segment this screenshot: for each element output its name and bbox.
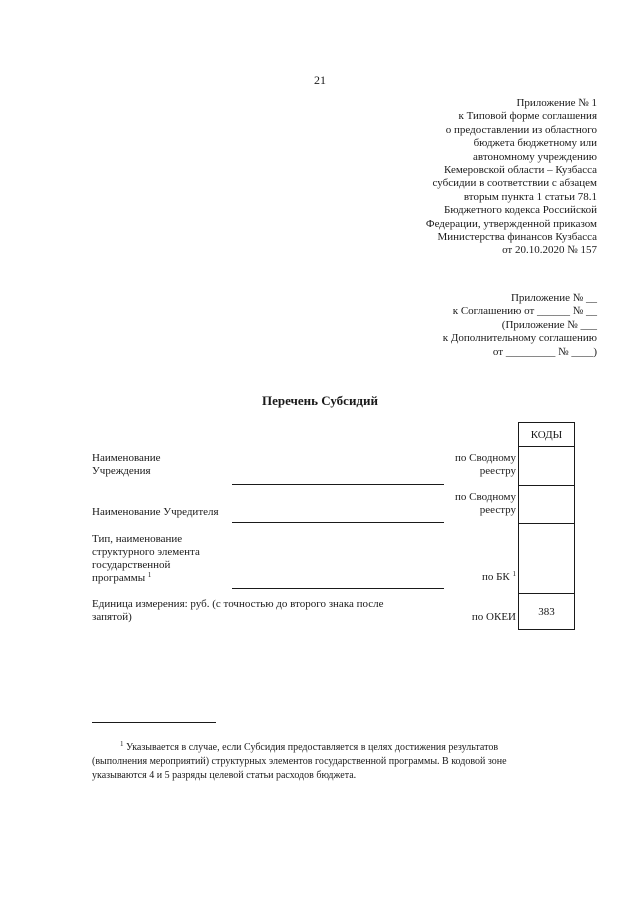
appendix-line: вторым пункта 1 статьи 78.1 (463, 190, 597, 203)
footnote: $^1$ Указывается в случае, если Субсидия предоставляется в целях достижения результатов (выполнения мероприятий) структурных элементов государственной программы. В кодовой зоне указываются 4 и 5 разряды целевой статьи расходов бюджета. (92, 740, 507, 781)
footnote-ref: 1 (147, 571, 152, 579)
appendix-line: Бюджетного кодекса Российской (444, 204, 597, 217)
appendix-line: автономному учреждению (473, 150, 597, 163)
bk-code-cell[interactable] (519, 524, 575, 594)
appendix-line: к Типовой форме соглашения (458, 110, 597, 123)
institution-name-line[interactable] (232, 484, 444, 485)
footnote-marker: 1 (120, 740, 124, 748)
program-name-line[interactable] (232, 588, 444, 589)
agreement-line: к Дополнительному соглашению (442, 332, 597, 345)
agreement-line: к Соглашению от ______ № __ (452, 305, 597, 318)
agreement-line: (Приложение № ___ (501, 318, 597, 331)
footnote-ref: 1 (512, 570, 516, 578)
codes-table (518, 422, 575, 630)
appendix-line: бюджета бюджетному или (473, 137, 597, 150)
document-title: Перечень Субсидий (262, 393, 378, 408)
appendix-line: от 20.10.2020 № 157 (502, 244, 597, 257)
founder-name-line[interactable] (232, 522, 444, 523)
okei-label: по ОКЕИ (471, 611, 516, 623)
appendix-line: Министерства финансов Кузбасса (437, 231, 597, 244)
appendix-line: Кемеровской области – Кузбасса (444, 164, 597, 177)
appendix-line: о предоставлении из областного (445, 123, 597, 136)
program-label: Тип, наименование структурного элемента государственной программы $^1$ (92, 533, 200, 584)
unit-label: Единица измерения: руб. (с точностью до второго знака после запятой) (92, 598, 384, 623)
agreement-line: от _________ № ____) (492, 345, 597, 358)
agreement-line: Приложение № __ (510, 292, 597, 304)
appendix-line: субсидии в соответствии с абзацем (432, 177, 597, 190)
footnote-separator (92, 722, 216, 723)
codes-header: КОДЫ (519, 423, 575, 447)
okei-code-cell: 383 (519, 594, 575, 630)
appendix-line: Приложение № 1 (516, 97, 597, 109)
institution-register-label: по Сводному реестру (454, 452, 516, 477)
institution-code-cell[interactable] (519, 447, 575, 486)
founder-register-label: по Сводному реестру (454, 491, 516, 516)
institution-label: Наименование Учреждения (92, 452, 161, 477)
page-number: 21 (314, 73, 326, 87)
appendix-line: Федерации, утвержденной приказом (425, 217, 597, 230)
founder-label: Наименование Учредителя (92, 506, 219, 518)
bk-label: по БК $^1$ (481, 570, 516, 583)
founder-code-cell[interactable] (519, 486, 575, 524)
